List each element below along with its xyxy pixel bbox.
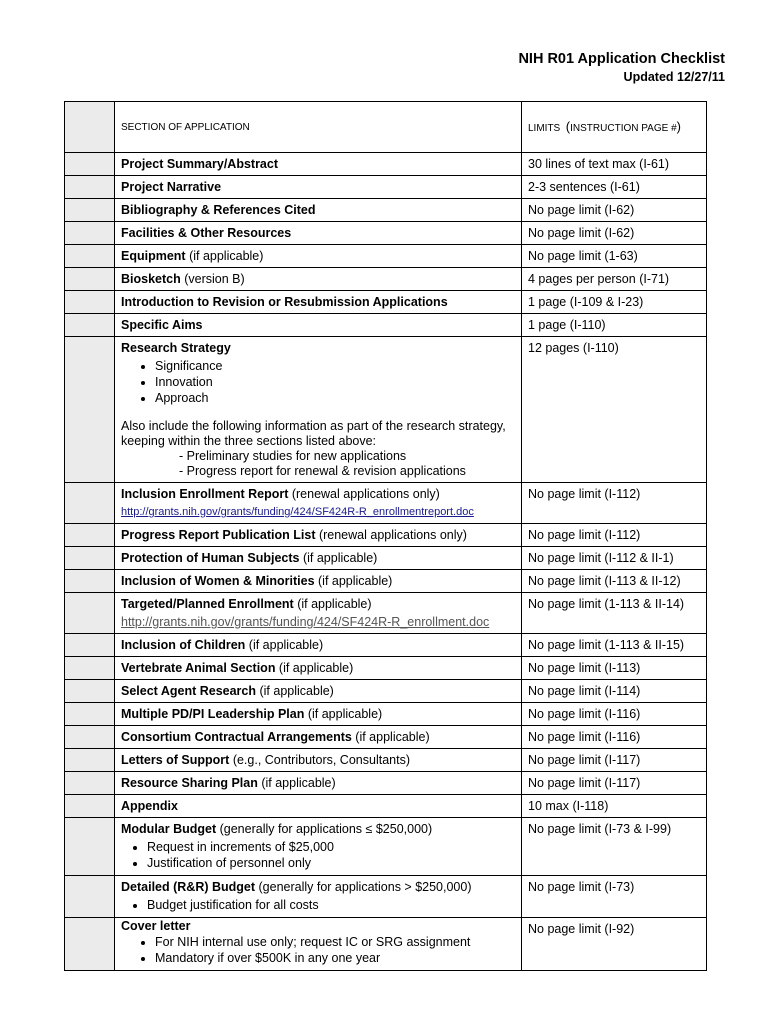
list-item: • For NIH internal use only; request IC or SRG assignment — [155, 935, 515, 950]
check-cell[interactable] — [65, 703, 115, 726]
section-cell — [115, 153, 522, 176]
limit-cell: No page limit (I-112) — [522, 524, 707, 547]
table-row — [65, 726, 707, 749]
section-extra: (renewal applications only) — [288, 487, 440, 501]
section-name: Introduction to Revision or Resubmission Applications — [121, 295, 448, 309]
table-row — [65, 657, 707, 680]
check-cell[interactable] — [65, 795, 115, 818]
limits-instruction-label: INSTRUCTION PAGE # — [570, 123, 677, 134]
list-item: • Approach — [155, 391, 515, 406]
modular-budget-row — [65, 818, 707, 876]
section-extra: (if applicable) — [257, 776, 336, 790]
section-cell — [115, 657, 522, 680]
table-row — [65, 314, 707, 337]
title-main: NIH R01 Application Checklist — [518, 51, 725, 67]
section-cell — [115, 199, 522, 222]
section-name: Project Summary/Abstract — [121, 157, 279, 171]
section-name: Cover letter — [121, 919, 191, 933]
table-row — [65, 153, 707, 176]
check-cell[interactable] — [65, 570, 115, 593]
section-name: Project Narrative — [121, 180, 222, 194]
limit-cell: 10 max (I-118) — [522, 795, 707, 818]
limit-cell: No page limit (I-113 & II-12) — [522, 570, 707, 593]
check-cell[interactable] — [65, 593, 115, 634]
table-row — [65, 245, 707, 268]
limit-cell: 4 pages per person (I-71) — [522, 268, 707, 291]
limit-cell: No page limit (I-62) — [522, 222, 707, 245]
section-extra: (generally for applications > $250,000) — [255, 880, 472, 894]
table-row — [65, 291, 707, 314]
section-extra: (if applicable) — [293, 597, 372, 611]
section-name: Inclusion of Children — [121, 638, 246, 652]
section-name: Select Agent Research — [121, 684, 257, 698]
detailed-bullets — [121, 898, 515, 913]
section-name: Modular Budget — [121, 822, 217, 836]
limit-cell: No page limit (I-112 & II-1) — [522, 547, 707, 570]
section-cell — [115, 291, 522, 314]
limit-cell: 1 page (I-109 & I-23) — [522, 291, 707, 314]
section-cell — [115, 818, 522, 876]
section-cell — [115, 772, 522, 795]
table-row — [65, 634, 707, 657]
targeted-enrollment-row — [65, 593, 707, 634]
limit-cell: No page limit (1-113 & II-14) — [522, 593, 707, 634]
table-row — [65, 570, 707, 593]
section-cell — [115, 176, 522, 199]
check-cell[interactable] — [65, 657, 115, 680]
check-cell[interactable] — [65, 634, 115, 657]
checklist-table — [64, 101, 707, 971]
list-item: • Innovation — [155, 375, 515, 390]
check-cell[interactable] — [65, 268, 115, 291]
section-cell — [115, 570, 522, 593]
check-cell[interactable] — [65, 726, 115, 749]
check-cell[interactable] — [65, 222, 115, 245]
section-extra: (generally for applications ≤ $250,000) — [216, 822, 433, 836]
table-row — [65, 795, 707, 818]
check-cell[interactable] — [65, 291, 115, 314]
check-cell[interactable] — [65, 818, 115, 876]
research-bullets — [121, 359, 515, 406]
research-note-dash-1: - Preliminary studies for new applications — [179, 449, 407, 463]
limit-cell: 1 page (I-110) — [522, 314, 707, 337]
check-cell[interactable] — [65, 918, 115, 971]
limit-cell: 12 pages (I-110) — [522, 337, 707, 483]
table-row — [65, 680, 707, 703]
check-cell[interactable] — [65, 483, 115, 524]
check-cell[interactable] — [65, 680, 115, 703]
section-extra: (if applicable) — [245, 638, 324, 652]
list-item: • Justification of personnel only — [147, 856, 515, 871]
table-row — [65, 222, 707, 245]
section-extra: (if applicable) — [314, 574, 393, 588]
section-name: Resource Sharing Plan — [121, 776, 258, 790]
check-cell[interactable] — [65, 772, 115, 795]
section-name: Equipment — [121, 249, 186, 263]
table-row — [65, 524, 707, 547]
modular-bullets — [121, 840, 515, 871]
section-extra: (if applicable) — [256, 684, 334, 698]
section-name: Biosketch — [121, 272, 181, 286]
section-cell — [115, 749, 522, 772]
section-extra: (e.g., Contributors, Consultants) — [229, 753, 410, 767]
section-cell — [115, 524, 522, 547]
section-extra: (version B) — [180, 272, 245, 286]
title-updated: Updated 12/27/11 — [623, 70, 725, 84]
limits-column-header — [522, 102, 707, 153]
table-row — [65, 749, 707, 772]
section-extra: (if applicable) — [351, 730, 430, 744]
limit-cell: No page limit (I-62) — [522, 199, 707, 222]
limit-cell: No page limit (I-73) — [522, 876, 707, 918]
section-name: Protection of Human Subjects — [121, 551, 300, 565]
section-cell — [115, 703, 522, 726]
table-row — [65, 199, 707, 222]
limit-cell: No page limit (I-112) — [522, 483, 707, 524]
table-row — [65, 176, 707, 199]
section-name: Facilities & Other Resources — [121, 226, 292, 240]
list-item: • Significance — [155, 359, 515, 374]
table-row — [65, 772, 707, 795]
check-cell[interactable] — [65, 524, 115, 547]
limit-cell: No page limit (I-117) — [522, 772, 707, 795]
research-strategy-row — [65, 337, 707, 483]
section-cell — [115, 268, 522, 291]
section-name: Specific Aims — [121, 318, 203, 332]
check-cell[interactable] — [65, 337, 115, 483]
section-extra: (renewal applications only) — [315, 528, 467, 542]
section-name: Research Strategy — [121, 341, 231, 355]
section-extra: (if applicable) — [185, 249, 264, 263]
check-cell[interactable] — [65, 547, 115, 570]
section-extra: (if applicable) — [299, 551, 378, 565]
section-column-header: SECTION OF APPLICATION — [115, 102, 522, 153]
section-name: Bibliography & References Cited — [121, 203, 316, 217]
check-cell[interactable] — [65, 199, 115, 222]
section-cell — [115, 634, 522, 657]
check-cell[interactable] — [65, 749, 115, 772]
check-cell[interactable] — [65, 245, 115, 268]
research-note: Also include the following information as part of the research strategy, keeping within the three sections listed above: — [121, 419, 506, 448]
cover-bullets — [121, 935, 515, 966]
section-cell — [115, 222, 522, 245]
section-name: Appendix — [121, 799, 178, 813]
limit-cell: No page limit (I-117) — [522, 749, 707, 772]
section-extra: (if applicable) — [304, 707, 383, 721]
document-title — [518, 50, 725, 86]
section-cell — [115, 593, 522, 634]
section-name: Progress Report Publication List — [121, 528, 316, 542]
list-item: • Request in increments of $25,000 — [147, 840, 515, 855]
section-name: Consortium Contractual Arrangements — [121, 730, 352, 744]
section-extra: (if applicable) — [275, 661, 354, 675]
table-header-row — [65, 102, 707, 153]
research-note-dash-2: - Progress report for renewal & revision applications — [179, 464, 466, 478]
section-name: Inclusion Enrollment Report — [121, 487, 289, 501]
section-cell — [115, 918, 522, 971]
limit-cell: No page limit (I-92) — [522, 918, 707, 971]
table-row — [65, 703, 707, 726]
section-name: Targeted/Planned Enrollment — [121, 597, 294, 611]
section-cell — [115, 726, 522, 749]
limit-cell: 2-3 sentences (I-61) — [522, 176, 707, 199]
cover-letter-row — [65, 918, 707, 971]
limit-cell: No page limit (1-63) — [522, 245, 707, 268]
table-row — [65, 547, 707, 570]
section-name: Letters of Support — [121, 753, 230, 767]
section-cell — [115, 314, 522, 337]
limit-cell: No page limit (I-114) — [522, 680, 707, 703]
limits-paren-open: ( — [565, 119, 571, 134]
list-item: • Budget justification for all costs — [147, 898, 515, 913]
section-name: Detailed (R&R) Budget — [121, 880, 256, 894]
section-cell — [115, 483, 522, 524]
enrollment-report-link[interactable]: http://grants.nih.gov/grants/funding/424/SF424R-R_enrollmentreport.doc — [121, 506, 474, 518]
detailed-budget-row — [65, 876, 707, 918]
check-cell[interactable] — [65, 876, 115, 918]
check-cell[interactable] — [65, 314, 115, 337]
enrollment-form-link[interactable]: http://grants.nih.gov/grants/funding/424/SF424R-R_enrollment.doc — [121, 615, 490, 629]
limit-cell: No page limit (I-116) — [522, 726, 707, 749]
inclusion-enrollment-row — [65, 483, 707, 524]
check-cell[interactable] — [65, 153, 115, 176]
limits-paren-close: ) — [676, 119, 681, 134]
check-cell[interactable] — [65, 176, 115, 199]
checkbox-column-header — [65, 102, 115, 153]
section-cell — [115, 795, 522, 818]
limit-cell: No page limit (I-113) — [522, 657, 707, 680]
section-cell — [115, 547, 522, 570]
section-name: Inclusion of Women & Minorities — [121, 574, 315, 588]
table-row — [65, 268, 707, 291]
section-name: Vertebrate Animal Section — [121, 661, 276, 675]
limit-cell: No page limit (I-116) — [522, 703, 707, 726]
limit-cell: 30 lines of text max (I-61) — [522, 153, 707, 176]
section-cell — [115, 337, 522, 483]
section-name: Multiple PD/PI Leadership Plan — [121, 707, 305, 721]
section-cell — [115, 245, 522, 268]
limits-label: LIMITS — [528, 123, 561, 134]
section-cell — [115, 680, 522, 703]
limit-cell: No page limit (1-113 & II-15) — [522, 634, 707, 657]
section-cell — [115, 876, 522, 918]
limit-cell: No page limit (I-73 & I-99) — [522, 818, 707, 876]
list-item: • Mandatory if over $500K in any one year — [155, 951, 515, 966]
